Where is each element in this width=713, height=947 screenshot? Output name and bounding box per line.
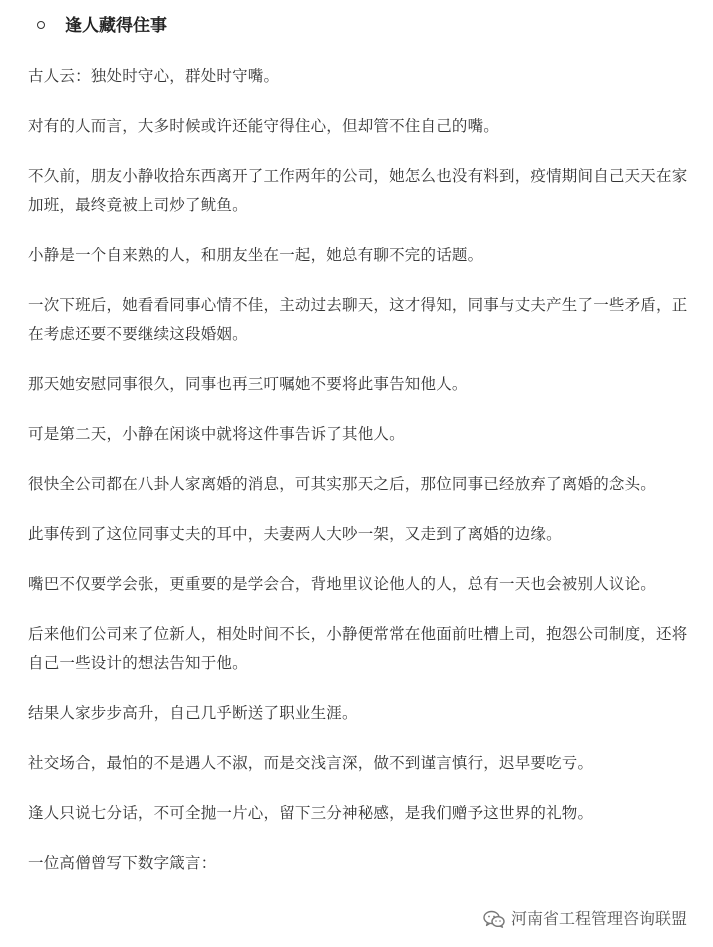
wechat-icon bbox=[483, 910, 505, 928]
bullet-circle-icon bbox=[37, 21, 45, 29]
paragraph: 此事传到了这位同事丈夫的耳中，夫妻两人大吵一架，又走到了离婚的边缘。 bbox=[28, 525, 562, 543]
paragraph: 古人云：独处时守心，群处时守嘴。 bbox=[28, 67, 280, 85]
paragraph: 结果人家步步高升，自己几乎断送了职业生涯。 bbox=[28, 704, 358, 722]
paragraph: 小静是一个自来熟的人，和朋友坐在一起，她总有聊不完的话题。 bbox=[28, 246, 484, 264]
paragraph: 一位高僧曾写下数字箴言： bbox=[28, 854, 217, 872]
source-watermark bbox=[479, 907, 691, 931]
paragraph: 可是第二天，小静在闲谈中就将这件事告诉了其他人。 bbox=[28, 425, 405, 443]
section-heading-row bbox=[28, 0, 693, 52]
paragraph: 嘴巴不仅要学会张，更重要的是学会合，背地里议论他人的人，总有一天也会被别人议论。 bbox=[28, 575, 657, 593]
paragraph: 很快全公司都在八卦人家离婚的消息，可其实那天之后，那位同事已经放弃了离婚的念头。 bbox=[28, 475, 657, 493]
paragraph: 对有的人而言，大多时候或许还能守得住心，但却管不住自己的嘴。 bbox=[28, 117, 500, 135]
article-body bbox=[28, 0, 693, 878]
paragraph: 那天她安慰同事很久，同事也再三叮嘱她不要将此事告知他人。 bbox=[28, 375, 468, 393]
section-heading: 逢人藏得住事 bbox=[65, 16, 167, 36]
paragraph: 逢人只说七分话，不可全抛一片心，留下三分神秘感，是我们赠予这世界的礼物。 bbox=[28, 804, 594, 822]
paragraph: 不久前，朋友小静收拾东西离开了工作两年的公司，她怎么也没有料到，疫情期间自己天天在家加班，最终竟被上司炒了鱿鱼。 bbox=[28, 167, 688, 214]
paragraph: 后来他们公司来了位新人，相处时间不长，小静便常常在他面前吐槽上司，抱怨公司制度，还将自己一些设计的想法告知于他。 bbox=[28, 625, 688, 672]
paragraph: 社交场合，最怕的不是遇人不淑，而是交浅言深，做不到谨言慎行，迟早要吃亏。 bbox=[28, 754, 594, 772]
watermark-text: 河南省工程管理咨询联盟 bbox=[510, 909, 687, 928]
paragraph: 一次下班后，她看看同事心情不佳，主动过去聊天，这才得知，同事与丈夫产生了一些矛盾，正在考虑还要不要继续这段婚姻。 bbox=[28, 296, 688, 343]
